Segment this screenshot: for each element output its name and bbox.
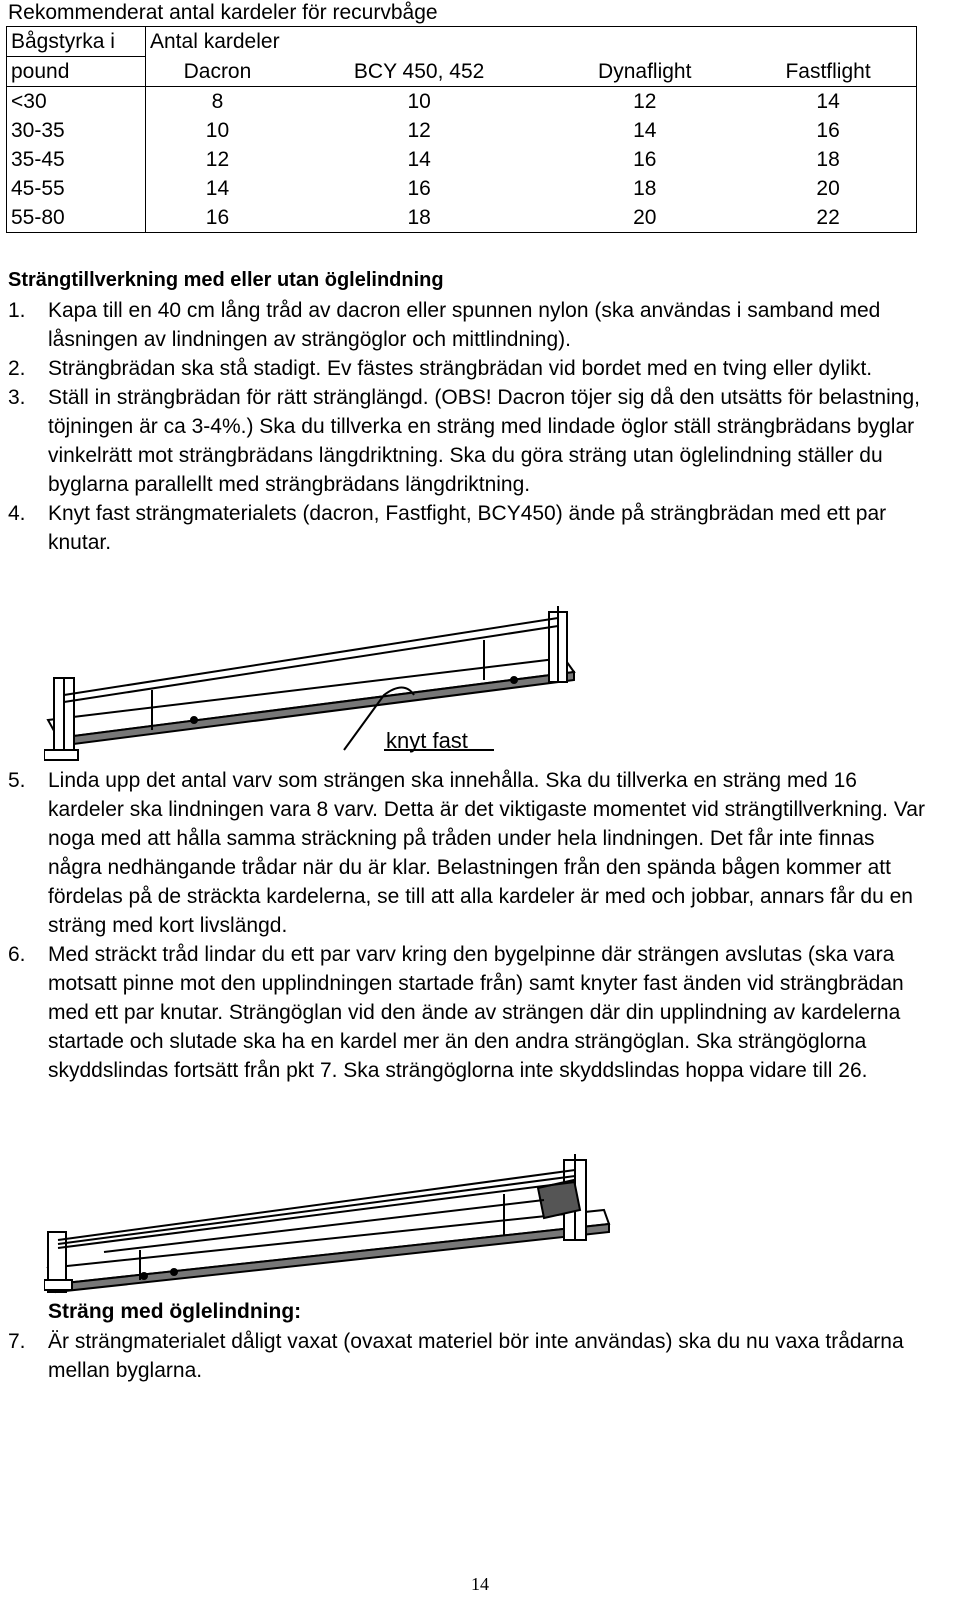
table-cell: 10 <box>146 116 289 145</box>
step-text: Strängbrädan ska stå stadigt. Ev fästes strängbrädan vid bordet med en tving eller dylikt. <box>48 357 873 380</box>
table-cell: 14 <box>146 174 289 203</box>
table-cell: 8 <box>146 87 289 117</box>
table-cell: 18 <box>740 145 916 174</box>
table-header-cell: Fastflight <box>740 57 916 87</box>
step-text: Med sträckt tråd lindar du ett par varv kring den bygelpinne där strängen avslutas (ska vara motsatt pinne mot den upplindningen startade från) samt knyter fast änden vid strängbrädan med ett par knutar. Strängöglan vid den ände av strängen där din upplindning av kardelerna startade och slutade ska ha en kardel mer än den andra strängöglan. Ska strängöglorna skyddslindas fortsätt från pkt 7. Ska strängöglorna inte skyddslindas hoppa vidare till 26. <box>48 943 904 1082</box>
table-header-cell: pound <box>7 57 146 87</box>
list-item <box>8 1327 928 1385</box>
step-text: Knyt fast strängmaterialets (dacron, Fastfight, BCY450) ände på strängbrädan med ett par knutar. <box>48 502 887 554</box>
kardel-table <box>6 26 917 233</box>
step-text: Är strängmaterialet dåligt vaxat (ovaxat materiel bör inte användas) ska du nu vaxa trådarna mellan byglarna. <box>48 1330 904 1382</box>
step-list <box>8 296 928 557</box>
table-header-cell: Bågstyrka i <box>7 27 146 57</box>
table-cell: 18 <box>633 177 657 200</box>
table-header-row <box>7 27 917 57</box>
table-header-cell: BCY 450, 452 <box>289 57 549 87</box>
table-cell: 22 <box>740 203 916 233</box>
list-item <box>8 940 928 1085</box>
table-cell: 20 <box>549 203 740 233</box>
table-header-cell: Dynaflight <box>549 57 740 87</box>
table-cell: 16 <box>146 203 289 233</box>
step-number: 6. <box>8 943 26 966</box>
table-cell: 35-45 <box>7 145 146 174</box>
table-cell: 16 <box>407 177 431 200</box>
table-cell: 14 <box>407 148 431 171</box>
table-cell: 45-55 <box>7 174 146 203</box>
table-header-cell: Dacron <box>146 57 289 87</box>
table-cell: 12 <box>407 119 431 142</box>
table-cell: 16 <box>740 116 916 145</box>
table-cell: 30-35 <box>7 116 146 145</box>
table-row <box>7 174 917 203</box>
table-cell: 12 <box>146 145 289 174</box>
string-jig-figure-tie <box>44 600 604 770</box>
table-row <box>7 145 917 174</box>
page-number: 14 <box>471 1574 489 1594</box>
table-row <box>7 116 917 145</box>
sub-heading: Sträng med öglelindning: <box>48 1300 302 1323</box>
list-item <box>8 383 928 499</box>
step-text: Linda upp det antal varv som strängen ska innehålla. Ska du tillverka en sträng med 16 kardeler ska lindningen vara 8 varv. Detta är det viktigaste momentet vid strängtillverkning. Var noga med att hålla samma sträckning på tråden under hela lindningen. Det får inte finnas några nedhängande trådar när du är klar. Belastningen från den spända bågen kommer att fördelas på de sträckta kardelerna, se till att alla kardeler är med och jobbar, annars får du en sträng med kort livslängd. <box>48 769 925 937</box>
table-header-cell: Antal kardeler <box>146 27 917 57</box>
step-number: 4. <box>8 502 26 525</box>
table-cell: 18 <box>289 203 549 233</box>
table-row <box>7 87 917 117</box>
step-number: 1. <box>8 299 26 322</box>
step-number: 2. <box>8 357 26 380</box>
step-number: 5. <box>8 769 26 792</box>
table-cell: 14 <box>633 119 657 142</box>
step-number: 3. <box>8 386 26 409</box>
table-cell: 16 <box>633 148 657 171</box>
step-list <box>8 1327 928 1385</box>
document-title: Rekommenderat antal kardeler för recurvbåge <box>8 1 438 24</box>
table-cell: 20 <box>740 174 916 203</box>
step-text: Kapa till en 40 cm lång tråd av dacron eller spunnen nylon (ska användas i samband med låsningen av lindningen av strängöglor och mittlindning). <box>48 299 881 351</box>
table-cell: 14 <box>740 87 916 117</box>
table-header-row <box>7 57 917 87</box>
list-item <box>8 499 928 557</box>
step-text: Ställ in strängbrädan för rätt stränglängd. (OBS! Dacron töjer sig då den utsätts för belastning, töjningen är ca 3-4%.) Ska du tillverka en sträng med lindade öglor ställ strängbrädans byglar vinkelrätt mot strängbrädans längdriktning. Ska du göra sträng utan öglelindning ställer du byglarna parallellt med strängbrädans längdriktning. <box>48 386 920 496</box>
string-jig-figure-wound <box>44 1140 624 1300</box>
step-number: 7. <box>8 1330 26 1353</box>
table-row <box>7 203 917 233</box>
list-item <box>8 296 928 354</box>
figure-label: knyt fast <box>386 728 468 753</box>
list-item <box>8 354 928 383</box>
table-cell: 12 <box>633 90 657 113</box>
table-cell: 10 <box>407 90 431 113</box>
step-list <box>8 766 928 1085</box>
table-cell: <30 <box>7 87 146 117</box>
table-cell: 55-80 <box>7 203 146 233</box>
section-heading: Strängtillverkning med eller utan öglelindning <box>8 269 444 291</box>
list-item <box>8 766 928 940</box>
